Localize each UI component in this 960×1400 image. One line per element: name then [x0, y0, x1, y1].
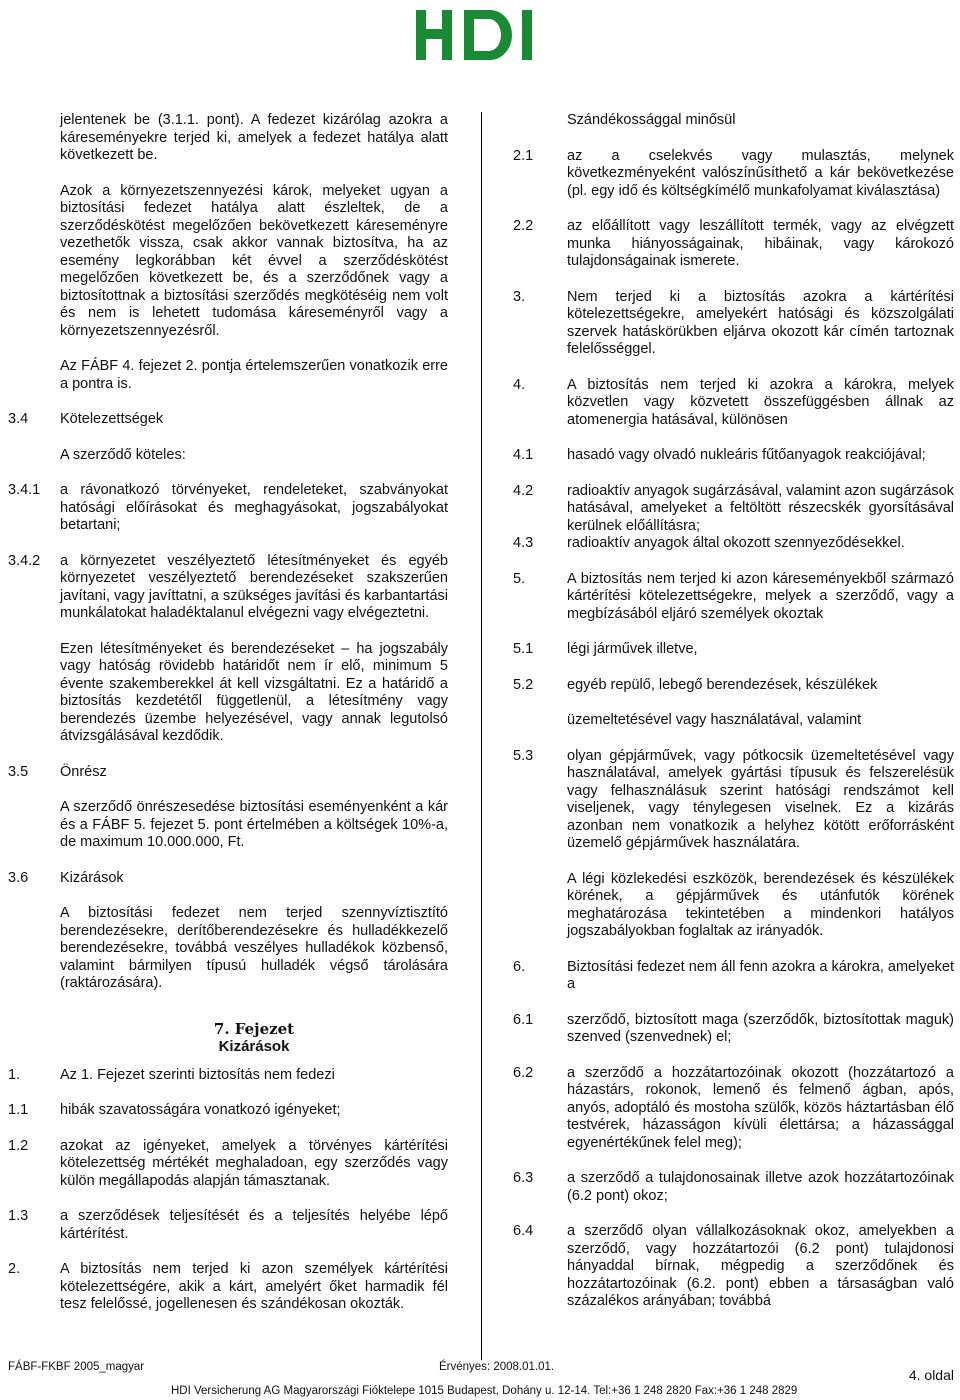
section-number: 3.6 — [8, 869, 29, 886]
section-number: 1. — [8, 1066, 21, 1083]
chapter-number: 7. Fejezet — [213, 1019, 295, 1038]
paragraph — [8, 112, 448, 165]
paragraph-text: Ezen létesítményeket és berendezéseket – ha jogszabály vagy hatóság rövidebb határidőt nem ír elő, minimum 5 évente szakemberekkel át kell vizsgáltatni. Ez a határidő a biztosítás kezdetétől függetlenül, a létesítmény vagy berendezés üzembe helyezésével, vagy annak legutolsó átvizsgálásával kezdődik. — [60, 640, 448, 744]
paragraph-text: a szerződő a hozzátartozóinak okozott (hozzátartozó a házastárs, rokonok, lemenő és felmenő ágban, após, anyós, adoptáló és mostoha szülők, közös háztartásban élő testvérek, házasságon kívüli élettársa; a házassággal egyenértékűnek felel meg); — [567, 1064, 954, 1151]
section-number: 1.3 — [8, 1208, 29, 1224]
section-number: 3. — [513, 288, 526, 305]
paragraph-text: hibák szavatosságára vonatkozó igényeket; — [60, 1102, 341, 1118]
paragraph — [8, 641, 448, 746]
section-number: 4.2 — [513, 482, 534, 499]
paragraph-text: A biztosítási fedezet nem terjed szennyvíztisztító berendezésekre, derítőberendezésekre és hulladékkezelő berendezésekre, továbbá veszélyes hulladékok közbenső, valamint bármilyen típusú hulladék végső tárolására (raktározására). — [60, 905, 448, 991]
paragraph — [513, 712, 954, 730]
paragraph-text: a szerződő a tulajdonosainak illetve azok hozzátartozóinak (6.2 pont) okoz; — [567, 1170, 954, 1204]
paragraph-text: a szerződések teljesítését és a teljesítés helyébe lépő kártérítést. — [60, 1208, 448, 1242]
paragraph-text: egyéb repülő, lebegő berendezések, készülékek — [567, 676, 878, 693]
paragraph — [8, 870, 448, 888]
section-number: 4.1 — [513, 447, 534, 463]
paragraph-text: Kötelezettségek — [60, 411, 164, 427]
paragraph — [513, 483, 954, 536]
paragraph — [513, 112, 954, 130]
paragraph — [8, 1102, 448, 1120]
paragraph — [8, 1138, 448, 1191]
paragraph — [513, 377, 954, 430]
footer-page-number: 4. oldal — [908, 1367, 954, 1383]
section-number: 5.2 — [513, 676, 534, 693]
section-number: 4.3 — [513, 535, 534, 551]
section-number: 2.2 — [513, 218, 534, 234]
paragraph — [8, 553, 448, 623]
paragraph-text: Az 1. Fejezet szerinti biztosítás nem fedezi — [60, 1066, 335, 1083]
footer-valid-date: Érvényes: 2008.01.01. — [439, 1361, 555, 1373]
paragraph-text: A szerződő köteles: — [60, 446, 186, 463]
section-number: 2.1 — [513, 147, 534, 164]
paragraph — [8, 764, 448, 782]
column-divider — [481, 112, 482, 1360]
paragraph-text: szerződő, biztosított maga (szerződők, biztosítottak maguk) szenved (szenvednek) el; — [567, 1011, 954, 1045]
section-number: 6.4 — [513, 1223, 534, 1239]
paragraph-text: Szándékossággal minősül — [567, 112, 736, 128]
paragraph-text: az a cselekvés vagy mulasztás, melynek következményeként valószínűsíthető a kár bekövetkezése (pl. egy idő és költségkímélő munkafolyamat kiválasztása) — [567, 147, 954, 199]
section-number: 3.5 — [8, 763, 29, 780]
paragraph-text: A biztosítás nem terjed ki azokra a károkra, melyek közvetlen vagy közvetett összefüggésben állnak az atomenergia hatásával, különösen — [567, 376, 954, 428]
paragraph-text: légi járművek illetve, — [567, 641, 698, 657]
right-column — [513, 112, 954, 1311]
paragraph-text: Nem terjed ki a biztosítás azokra a kártérítési kötelezettségekre, amelyekért hatósági és közszolgálati szervek hatáskörükben eljárva okozott kár címén tartoznak felelősséggel. — [567, 288, 954, 357]
paragraph-text: A légi közlekedési eszközök, berendezések és készülékek körének, a gépjárművek és utánfutók körének meghatározása tekintetében a mindenkori hatályos jogszabályokban foglaltak az irányadók. — [567, 870, 954, 939]
paragraph — [8, 1261, 448, 1314]
paragraph-text: üzemeltetésével vagy használatával, valamint — [567, 712, 862, 728]
section-number: 2. — [8, 1261, 21, 1277]
paragraph — [8, 482, 448, 535]
section-number: 3.4 — [8, 411, 29, 427]
chapter-heading — [60, 1021, 448, 1055]
section-number: 6.1 — [513, 1011, 534, 1028]
section-number: 5.1 — [513, 641, 534, 657]
paragraph-text: a szerződő olyan vállalkozásoknak okoz, amelyekben a szerződő, vagy hozzátartozói (6.2 pont) tulajdonosi hányaddal bírnak, mégpedig a szerződőnek és hozzátartozóinak (6.2. pont) ebben a társaságban való százalékos arányában; továbbá — [567, 1223, 954, 1309]
paragraph-text: radioaktív anyagok által okozott szennyeződésekkel. — [567, 535, 905, 551]
paragraph-text: Önrész — [60, 763, 107, 780]
footer-doc-code: FÁBF-FKBF 2005_magyar — [8, 1361, 145, 1373]
paragraph — [8, 905, 448, 993]
paragraph-text: Kizárások — [60, 869, 124, 886]
paragraph — [513, 677, 954, 695]
paragraph — [513, 959, 954, 994]
paragraph — [513, 641, 954, 659]
paragraph-text: A biztosítás nem terjed ki azon káreseményekből származó kártérítési kötelezettségekre, melyek a szerződő, vagy a megbízásából eljáró személyek okoztak — [567, 570, 954, 622]
section-number: 6. — [513, 958, 526, 975]
paragraph — [8, 799, 448, 852]
paragraph-text: Azok a környezetszennyezési károk, melyeket ugyan a biztosítási fedezet hatálya alatt észleltek, de a szerződéskötést megelőzően bekövetkezett káreseményre vezethetők vissza, csak akkor vannak biztosítva, ha az esemény legkorábban két évvel a szerződéskötést megelőzően következett be, és a szerződőnek vagy a biztosítottnak a biztosítási szerződés megkötéséig nem volt és nem is lehetett tudomása káreseményről vagy a környezetszennyezésről. — [60, 182, 448, 339]
paragraph — [513, 289, 954, 359]
paragraph-text: a környezetet veszélyeztető létesítményeket és egyéb környezetet veszélyeztető berendezéseket szakszerűen javítani, vagy javíttatni, a szükséges javítási és karbantartási munkálatokat haladéktalanul elvégezni vagy elvégeztetni. — [60, 552, 448, 621]
section-number: 6.3 — [513, 1170, 534, 1186]
section-number: 5.3 — [513, 747, 534, 764]
section-number: 6.2 — [513, 1064, 534, 1081]
paragraph — [8, 1208, 448, 1243]
paragraph-text: radioaktív anyagok sugárzásával, valamint azon sugárzások hatásával, amelyeket a feltöltött részecskék gyorsításával kerülnek előállításra; — [567, 482, 954, 534]
paragraph — [513, 871, 954, 941]
paragraph — [513, 1170, 954, 1205]
paragraph — [513, 748, 954, 853]
paragraph-text: Biztosítási fedezet nem áll fenn azokra a károkra, amelyeket a — [567, 958, 954, 992]
section-number: 5. — [513, 570, 526, 587]
paragraph-text: jelentenek be (3.1.1. pont). A fedezet kizárólag azokra a káreseményekre terjed ki, amelyek a fedezet hatálya alatt következett be. — [60, 112, 448, 163]
paragraph-text: a rávonatkozó törvényeket, rendeleteket, szabványokat hatósági előírásokat és meghagyásokat, jogszabályokat betartani; — [60, 482, 448, 533]
paragraph-text: hasadó vagy olvadó nukleáris fűtőanyagok reakciójával; — [567, 447, 926, 463]
paragraph — [8, 183, 448, 341]
paragraph-text: A szerződő önrészesedése biztosítási eseményenként a kár és a FÁBF 5. fejezet 5. pont értelmében a költségek 10%-a, de maximum 10.000.000, Ft. — [60, 799, 448, 850]
paragraph-text: az előállított vagy leszállított termék, vagy az elvégzett munka hiányosságainak, hibáinak, vagy károkozó tulajdonságainak ismerete. — [567, 218, 954, 269]
chapter-title: Kizárások — [218, 1037, 290, 1055]
section-number: 3.4.1 — [8, 482, 41, 498]
footer-company: HDI Versicherung AG Magyarországi Fióktelepe 1015 Budapest, Dohány u. 12-14. Tel:+36 1 248 2820 Fax:+36 1 248 2829 — [171, 1385, 798, 1397]
paragraph-text: Az FÁBF 4. fejezet 2. pontja értelemszerűen vonatkozik erre a pontra is. — [60, 358, 448, 392]
paragraph — [513, 1012, 954, 1047]
paragraph-text: A biztosítás nem terjed ki azon személyek kártérítési kötelezettségére, akik a kárt, amelyért őket harmadik fél tesz felelőssé, jogellenesen és szándékosan okozták. — [60, 1261, 448, 1312]
left-column — [8, 112, 448, 1314]
paragraph — [513, 148, 954, 201]
section-number: 3.4.2 — [8, 552, 41, 569]
paragraph — [513, 571, 954, 624]
paragraph — [513, 535, 954, 553]
section-number: 4. — [513, 376, 526, 393]
paragraph-text: azokat az igényeket, amelyek a törvényes kártérítési kötelezettség mértékét meghaladoan, egy szerződés vagy külön megállapodás alapján támasztanak. — [60, 1137, 448, 1189]
section-number: 1.2 — [8, 1137, 29, 1154]
paragraph — [8, 411, 448, 429]
paragraph — [513, 1065, 954, 1153]
paragraph-text: olyan gépjárművek, vagy pótkocsik üzemeltetésével vagy használatával, amelyek gyártási típusuk és felszerelésük vagy felhasználásuk szerint hatósági rendszámot kell viseljenek, vagy ténylegesen viselnek. Ez a kizárás azonban nem vonatkozik a helyhez kötött erőforrásként üzemelő gépjárművek használatára. — [567, 747, 954, 851]
section-number: 1.1 — [8, 1102, 29, 1118]
paragraph — [8, 358, 448, 393]
paragraph — [513, 1223, 954, 1311]
paragraph — [513, 218, 954, 271]
paragraph — [8, 447, 448, 465]
paragraph — [513, 447, 954, 465]
paragraph — [8, 1067, 448, 1085]
hdi-logo — [416, 10, 546, 60]
